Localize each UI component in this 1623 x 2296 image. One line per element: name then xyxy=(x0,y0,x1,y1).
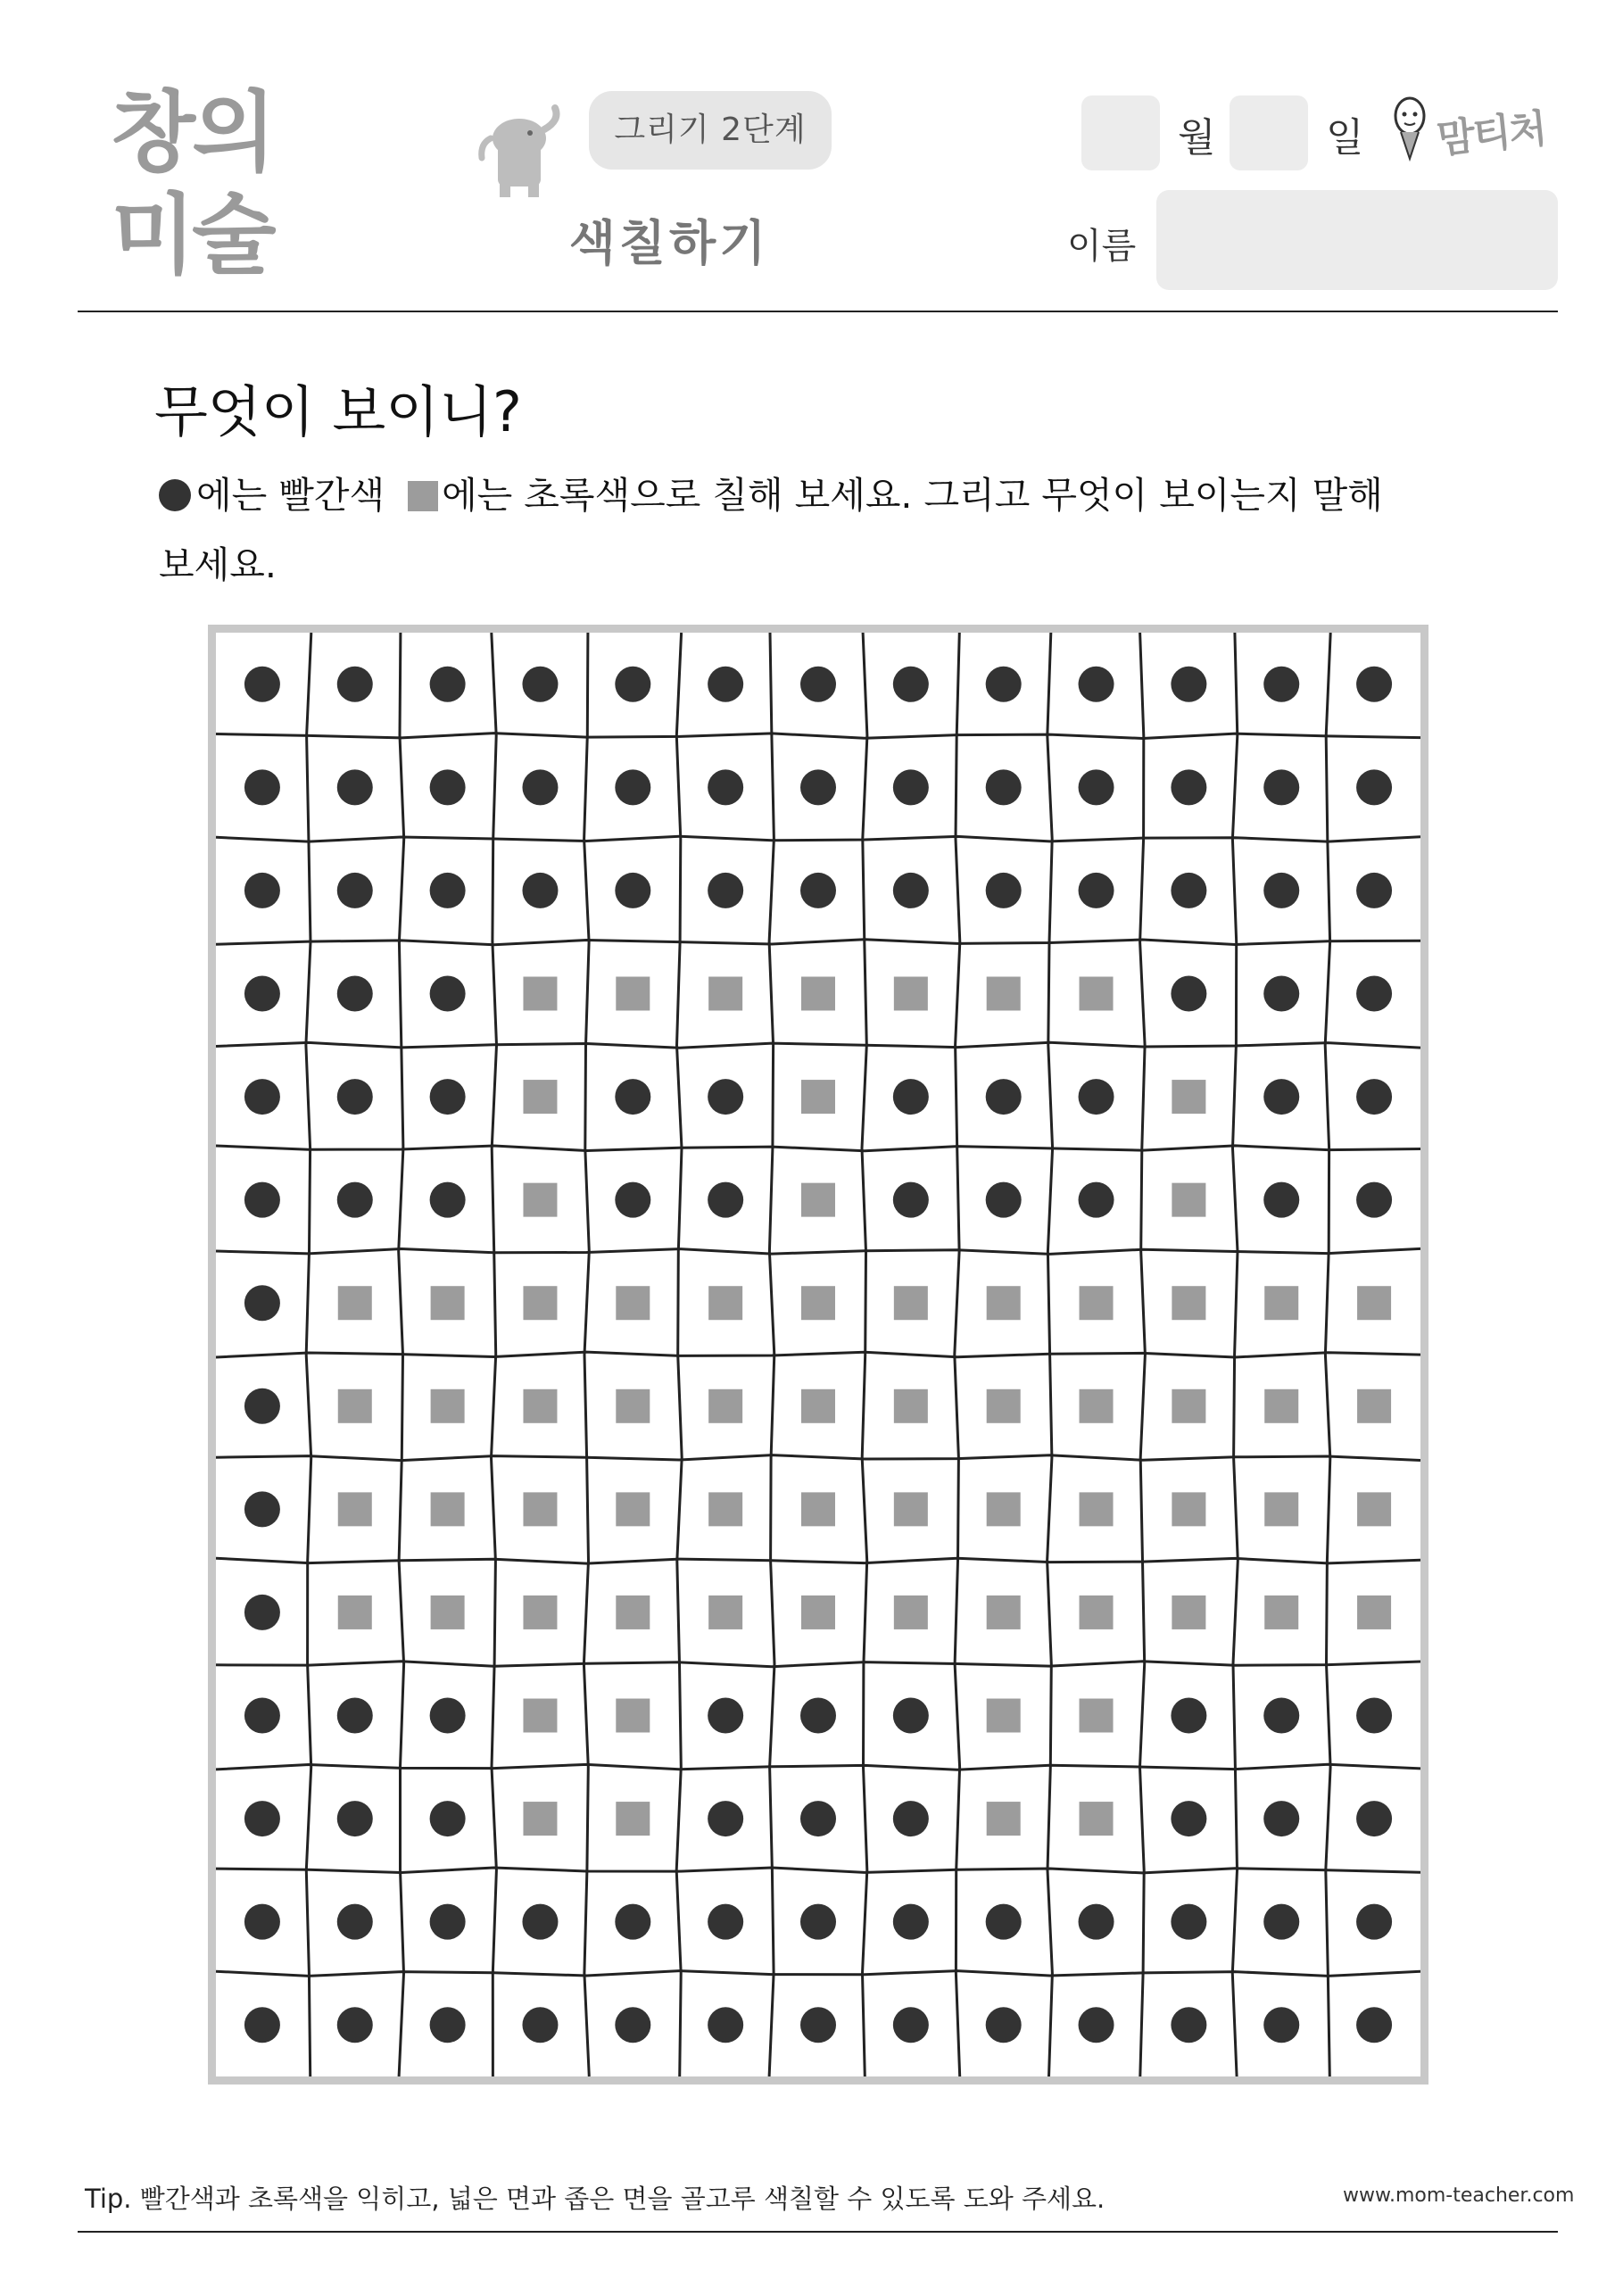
grid-circle-mark[interactable] xyxy=(337,976,373,1012)
grid-circle-mark[interactable] xyxy=(244,873,280,908)
grid-circle-mark[interactable] xyxy=(615,2007,650,2043)
grid-circle-mark[interactable] xyxy=(986,1904,1022,1940)
grid-square-mark[interactable] xyxy=(616,1492,650,1526)
grid-circle-mark[interactable] xyxy=(986,1079,1022,1115)
grid-circle-mark[interactable] xyxy=(337,1182,373,1218)
grid-square-mark[interactable] xyxy=(431,1286,465,1320)
brand-name: 맘티처 xyxy=(1435,105,1548,163)
grid-square-mark[interactable] xyxy=(523,1286,557,1320)
grid-circle-mark[interactable] xyxy=(615,1182,650,1218)
grid-circle-mark[interactable] xyxy=(1171,1801,1206,1836)
grid-circle-mark[interactable] xyxy=(615,769,650,805)
grid-line-vertical xyxy=(862,633,867,2076)
grid-square-mark[interactable] xyxy=(1264,1389,1298,1423)
day-input-box[interactable] xyxy=(1230,95,1308,170)
grid-circle-mark[interactable] xyxy=(893,1801,929,1836)
grid-circle-mark[interactable] xyxy=(337,667,373,702)
grid-circle-mark[interactable] xyxy=(244,976,280,1012)
grid-circle-mark[interactable] xyxy=(244,667,280,702)
grid-square-mark[interactable] xyxy=(431,1596,465,1629)
name-label: 이름 xyxy=(1067,226,1137,267)
footer-divider xyxy=(78,2231,1558,2233)
logo-line-1: 창의 xyxy=(111,82,273,184)
grid-line-vertical xyxy=(584,633,589,2076)
grid-line-vertical xyxy=(1140,633,1146,2076)
grid-circle-mark[interactable] xyxy=(337,1698,373,1734)
grid-circle-mark[interactable] xyxy=(244,1491,280,1527)
website-url: www.mom-teacher.com xyxy=(1343,2184,1575,2207)
grid-line-horizontal xyxy=(216,1352,1420,1357)
coloring-grid xyxy=(216,633,1420,2076)
grid-square-mark[interactable] xyxy=(1080,1802,1114,1836)
grid-circle-mark[interactable] xyxy=(1356,1698,1392,1734)
grid-line-horizontal xyxy=(216,1558,1420,1563)
elephant-icon xyxy=(473,103,562,201)
grid-square-mark[interactable] xyxy=(801,1080,835,1114)
grid-square-mark[interactable] xyxy=(523,1080,557,1114)
grid-circle-mark[interactable] xyxy=(244,1079,280,1115)
grid-circle-mark[interactable] xyxy=(1356,1079,1392,1115)
grid-square-mark[interactable] xyxy=(801,1596,835,1629)
grid-square-mark[interactable] xyxy=(801,1183,835,1217)
grid-circle-mark[interactable] xyxy=(615,1904,650,1940)
grid-line-vertical xyxy=(955,633,960,2076)
grid-circle-mark[interactable] xyxy=(430,2007,466,2043)
logo-line-2: 미술 xyxy=(111,185,273,286)
grid-square-mark[interactable] xyxy=(338,1596,372,1629)
grid-circle-mark[interactable] xyxy=(1263,1182,1299,1218)
grid-line-horizontal xyxy=(216,836,1420,841)
question-title: 무엇이 보이니? xyxy=(154,379,522,444)
grid-circle-mark[interactable] xyxy=(708,873,743,908)
grid-circle-mark[interactable] xyxy=(1356,2007,1392,2043)
grid-square-mark[interactable] xyxy=(1080,977,1114,1011)
grid-circle-mark[interactable] xyxy=(893,1079,929,1115)
month-label: 월 xyxy=(1178,115,1216,161)
grid-circle-mark[interactable] xyxy=(1356,976,1392,1012)
grid-square-mark[interactable] xyxy=(801,977,835,1011)
grid-square-mark[interactable] xyxy=(801,1286,835,1320)
header-divider xyxy=(78,311,1558,312)
grid-circle-mark[interactable] xyxy=(430,873,466,908)
grid-circle-mark[interactable] xyxy=(708,1801,743,1836)
grid-circle-mark[interactable] xyxy=(1263,1698,1299,1734)
grid-circle-mark[interactable] xyxy=(244,1698,280,1734)
grid-circle-mark[interactable] xyxy=(1356,873,1392,908)
grid-square-mark[interactable] xyxy=(894,1389,928,1423)
grid-square-mark[interactable] xyxy=(987,1286,1021,1320)
square-legend-icon xyxy=(408,481,438,511)
grid-square-mark[interactable] xyxy=(987,1596,1021,1629)
grid-circle-mark[interactable] xyxy=(1356,1801,1392,1836)
grid-circle-mark[interactable] xyxy=(337,769,373,805)
grid-square-mark[interactable] xyxy=(338,1389,372,1423)
grid-circle-mark[interactable] xyxy=(1079,1079,1114,1115)
level-badge: 그리기 2단계 xyxy=(589,91,832,170)
grid-square-mark[interactable] xyxy=(338,1286,372,1320)
grid-circle-mark[interactable] xyxy=(1263,1801,1299,1836)
logo xyxy=(103,82,281,294)
grid-square-mark[interactable] xyxy=(616,1286,650,1320)
grid-square-mark[interactable] xyxy=(894,1492,928,1526)
grid-circle-mark[interactable] xyxy=(430,769,466,805)
grid-line-horizontal xyxy=(216,1455,1420,1461)
grid-circle-mark[interactable] xyxy=(708,1079,743,1115)
grid-line-vertical xyxy=(1325,633,1330,2076)
grid-square-mark[interactable] xyxy=(616,1802,650,1836)
grid-square-mark[interactable] xyxy=(708,977,742,1011)
grid-square-mark[interactable] xyxy=(1357,1596,1391,1629)
grid-square-mark[interactable] xyxy=(1357,1492,1391,1526)
grid-line-horizontal xyxy=(216,734,1420,739)
grid-line-horizontal xyxy=(216,1042,1420,1048)
grid-square-mark[interactable] xyxy=(987,1492,1021,1526)
grid-circle-mark[interactable] xyxy=(337,873,373,908)
grid-circle-mark[interactable] xyxy=(1356,1904,1392,1940)
grid-square-mark[interactable] xyxy=(1172,1389,1205,1423)
name-input-box[interactable] xyxy=(1156,190,1558,290)
instruction-line-1 xyxy=(159,466,1383,518)
grid-circle-mark[interactable] xyxy=(522,1904,558,1940)
grid-circle-mark[interactable] xyxy=(893,873,929,908)
grid-circle-mark[interactable] xyxy=(893,2007,929,2043)
grid-circle-mark[interactable] xyxy=(244,1388,280,1424)
grid-square-mark[interactable] xyxy=(801,1492,835,1526)
grid-circle-mark[interactable] xyxy=(708,1904,743,1940)
grid-circle-mark[interactable] xyxy=(708,667,743,702)
grid-circle-mark[interactable] xyxy=(1356,1182,1392,1218)
circle-legend-icon xyxy=(159,479,191,511)
grid-circle-mark[interactable] xyxy=(430,1182,466,1218)
grid-circle-mark[interactable] xyxy=(986,873,1022,908)
grid-circle-mark[interactable] xyxy=(244,1595,280,1630)
grid-circle-mark[interactable] xyxy=(522,667,558,702)
grid-circle-mark[interactable] xyxy=(800,667,836,702)
grid-square-mark[interactable] xyxy=(1080,1286,1114,1320)
grid-line-horizontal xyxy=(216,940,1420,945)
grid-square-mark[interactable] xyxy=(1172,1183,1205,1217)
grid-line-vertical xyxy=(1232,633,1238,2076)
grid-circle-mark[interactable] xyxy=(1079,1182,1114,1218)
grid-circle-mark[interactable] xyxy=(1079,1904,1114,1940)
brand-logo xyxy=(1390,93,1560,164)
grid-circle-mark[interactable] xyxy=(1263,1904,1299,1940)
grid-square-mark[interactable] xyxy=(894,1596,928,1629)
grid-square-mark[interactable] xyxy=(987,977,1021,1011)
grid-circle-mark[interactable] xyxy=(708,1182,743,1218)
grid-circle-mark[interactable] xyxy=(708,769,743,805)
grid-square-mark[interactable] xyxy=(708,1286,742,1320)
grid-circle-mark[interactable] xyxy=(337,1079,373,1115)
grid-square-mark[interactable] xyxy=(616,1596,650,1629)
grid-square-mark[interactable] xyxy=(1264,1492,1298,1526)
grid-square-mark[interactable] xyxy=(987,1699,1021,1733)
grid-circle-mark[interactable] xyxy=(430,667,466,702)
grid-circle-mark[interactable] xyxy=(1079,769,1114,805)
grid-circle-mark[interactable] xyxy=(1171,873,1206,908)
grid-square-mark[interactable] xyxy=(708,1596,742,1629)
grid-circle-mark[interactable] xyxy=(893,1904,929,1940)
grid-circle-mark[interactable] xyxy=(800,1698,836,1734)
grid-circle-mark[interactable] xyxy=(430,1079,466,1115)
grid-line-horizontal xyxy=(216,1662,1420,1667)
grid-circle-mark[interactable] xyxy=(244,1801,280,1836)
grid-square-mark[interactable] xyxy=(616,1389,650,1423)
grid-circle-mark[interactable] xyxy=(522,2007,558,2043)
grid-circle-mark[interactable] xyxy=(1263,2007,1299,2043)
grid-circle-mark[interactable] xyxy=(1356,667,1392,702)
grid-square-mark[interactable] xyxy=(1172,1080,1205,1114)
grid-circle-mark[interactable] xyxy=(986,1182,1022,1218)
grid-square-mark[interactable] xyxy=(523,1596,557,1629)
grid-square-mark[interactable] xyxy=(1172,1596,1205,1629)
grid-square-mark[interactable] xyxy=(1357,1286,1391,1320)
grid-square-mark[interactable] xyxy=(1172,1286,1205,1320)
grid-square-mark[interactable] xyxy=(523,1183,557,1217)
grid-square-mark[interactable] xyxy=(523,977,557,1011)
grid-circle-mark[interactable] xyxy=(1263,873,1299,908)
grid-square-mark[interactable] xyxy=(1080,1596,1114,1629)
grid-square-mark[interactable] xyxy=(523,1802,557,1836)
grid-circle-mark[interactable] xyxy=(893,1182,929,1218)
grid-circle-mark[interactable] xyxy=(1171,1698,1206,1734)
grid-circle-mark[interactable] xyxy=(522,769,558,805)
grid-square-mark[interactable] xyxy=(708,1492,742,1526)
grid-circle-mark[interactable] xyxy=(1263,1079,1299,1115)
grid-line-horizontal xyxy=(216,1868,1420,1873)
grid-circle-mark[interactable] xyxy=(800,2007,836,2043)
grid-square-mark[interactable] xyxy=(523,1389,557,1423)
month-input-box[interactable] xyxy=(1081,95,1160,170)
grid-circle-mark[interactable] xyxy=(800,1801,836,1836)
grid-circle-mark[interactable] xyxy=(430,976,466,1012)
grid-square-mark[interactable] xyxy=(708,1389,742,1423)
grid-line-horizontal xyxy=(216,1971,1420,1977)
grid-circle-mark[interactable] xyxy=(244,1285,280,1321)
grid-circle-mark[interactable] xyxy=(337,2007,373,2043)
grid-circle-mark[interactable] xyxy=(337,1904,373,1940)
grid-circle-mark[interactable] xyxy=(893,1698,929,1734)
tip-text: Tip. 빨간색과 초록색을 익히고, 넓은 면과 좁은 면을 골고루 색칠할 수 있도록 도와 주세요. xyxy=(85,2184,1105,2214)
instruction-circle-text: 에는 빨간색 xyxy=(196,474,385,517)
instruction-line-2: 보세요. xyxy=(159,543,277,586)
grid-circle-mark[interactable] xyxy=(1171,769,1206,805)
grid-line-vertical xyxy=(306,633,311,2076)
grid-square-mark[interactable] xyxy=(801,1389,835,1423)
grid-circle-mark[interactable] xyxy=(1263,976,1299,1012)
grid-circle-mark[interactable] xyxy=(986,2007,1022,2043)
grid-square-mark[interactable] xyxy=(616,977,650,1011)
grid-circle-mark[interactable] xyxy=(893,667,929,702)
grid-circle-mark[interactable] xyxy=(1079,2007,1114,2043)
grid-circle-mark[interactable] xyxy=(1171,2007,1206,2043)
grid-circle-mark[interactable] xyxy=(615,873,650,908)
grid-circle-mark[interactable] xyxy=(1171,667,1206,702)
grid-circle-mark[interactable] xyxy=(615,667,650,702)
grid-square-mark[interactable] xyxy=(523,1492,557,1526)
grid-square-mark[interactable] xyxy=(1264,1286,1298,1320)
grid-circle-mark[interactable] xyxy=(1356,769,1392,805)
grid-circle-mark[interactable] xyxy=(800,873,836,908)
grid-circle-mark[interactable] xyxy=(522,873,558,908)
grid-circle-mark[interactable] xyxy=(708,1698,743,1734)
grid-line-vertical xyxy=(492,633,497,2076)
grid-circle-mark[interactable] xyxy=(1171,976,1206,1012)
grid-square-mark[interactable] xyxy=(987,1802,1021,1836)
grid-line-horizontal xyxy=(216,1248,1420,1254)
grid-circle-mark[interactable] xyxy=(244,1904,280,1940)
grid-circle-mark[interactable] xyxy=(244,1182,280,1218)
grid-square-mark[interactable] xyxy=(616,1699,650,1733)
grid-circle-mark[interactable] xyxy=(1171,1904,1206,1940)
grid-square-mark[interactable] xyxy=(431,1389,465,1423)
grid-circle-mark[interactable] xyxy=(615,1079,650,1115)
grid-circle-mark[interactable] xyxy=(1079,667,1114,702)
grid-circle-mark[interactable] xyxy=(800,1904,836,1940)
pencil-mascot-icon xyxy=(1390,93,1429,164)
grid-circle-mark[interactable] xyxy=(244,2007,280,2043)
grid-line-horizontal xyxy=(216,1146,1420,1151)
grid-circle-mark[interactable] xyxy=(430,1698,466,1734)
grid-circle-mark[interactable] xyxy=(800,769,836,805)
grid-circle-mark[interactable] xyxy=(986,667,1022,702)
grid-circle-mark[interactable] xyxy=(708,2007,743,2043)
grid-square-mark[interactable] xyxy=(987,1389,1021,1423)
instruction-square-text: 에는 초록색으로 칠해 보세요. 그리고 무엇이 보이는지 말해 xyxy=(442,474,1383,517)
grid-circle-mark[interactable] xyxy=(244,769,280,805)
grid-square-mark[interactable] xyxy=(894,977,928,1011)
grid-circle-mark[interactable] xyxy=(430,1801,466,1836)
grid-square-mark[interactable] xyxy=(1080,1699,1114,1733)
grid-square-mark[interactable] xyxy=(1264,1596,1298,1629)
grid-circle-mark[interactable] xyxy=(1079,873,1114,908)
activity-title: 색칠하기 xyxy=(568,215,770,271)
grid-circle-mark[interactable] xyxy=(1263,667,1299,702)
grid-square-mark[interactable] xyxy=(1080,1492,1114,1526)
grid-square-mark[interactable] xyxy=(431,1492,465,1526)
grid-square-mark[interactable] xyxy=(338,1492,372,1526)
grid-circle-mark[interactable] xyxy=(337,1801,373,1836)
grid-square-mark[interactable] xyxy=(523,1699,557,1733)
grid-circle-mark[interactable] xyxy=(893,769,929,805)
grid-square-mark[interactable] xyxy=(1357,1389,1391,1423)
grid-square-mark[interactable] xyxy=(1172,1492,1205,1526)
grid-square-mark[interactable] xyxy=(894,1286,928,1320)
grid-circle-mark[interactable] xyxy=(1263,769,1299,805)
grid-line-horizontal xyxy=(216,1764,1420,1770)
grid-square-mark[interactable] xyxy=(1080,1389,1114,1423)
grid-circle-mark[interactable] xyxy=(986,769,1022,805)
day-label: 일 xyxy=(1326,115,1364,161)
grid-circle-mark[interactable] xyxy=(430,1904,466,1940)
